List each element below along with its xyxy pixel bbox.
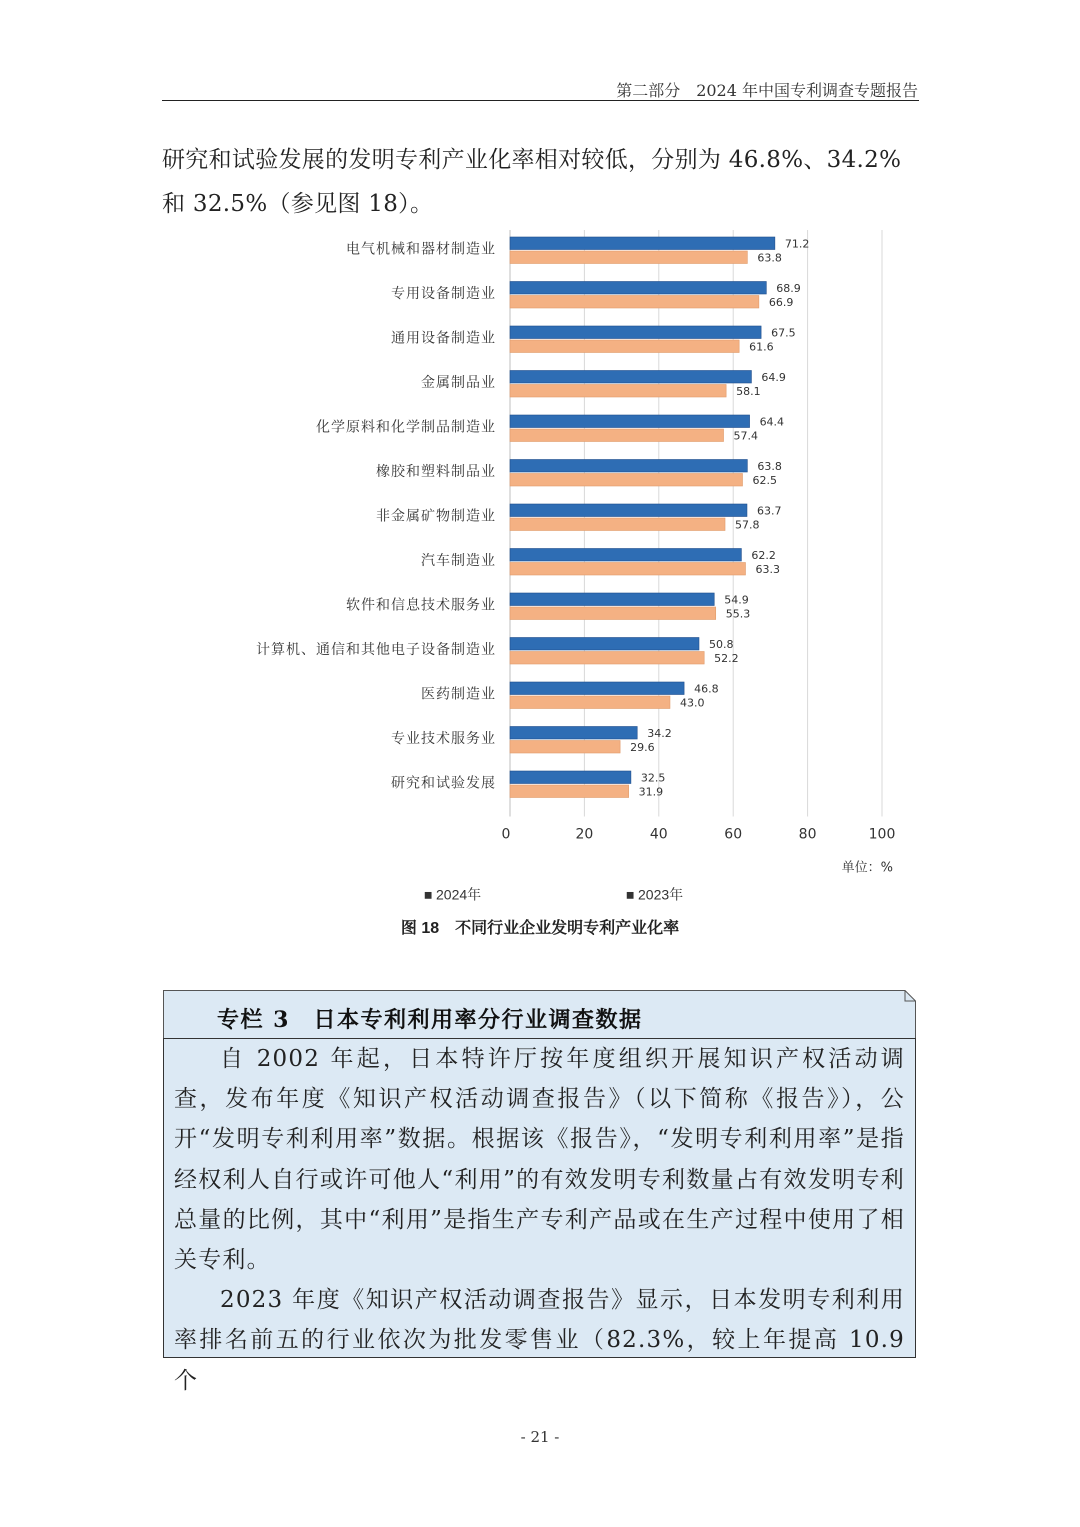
chart-data-label: 63.8 [757, 251, 782, 265]
chart-bar [510, 638, 699, 651]
chart-tick-label: 40 [649, 826, 668, 843]
chart-unit-label: 单位：% [841, 860, 893, 876]
chart-data-label: 57.4 [733, 429, 759, 443]
chart-data-label: 64.4 [759, 415, 785, 429]
chart-data-label: 64.9 [761, 371, 786, 384]
chart-bar [510, 326, 761, 339]
chart-data-label: 62.2 [751, 549, 776, 562]
intro-paragraph [162, 138, 922, 226]
intro-line-1: 研究和试验发展的发明专利产业化率相对较低，分别为 46.8%、34.2% [162, 147, 902, 173]
chart-tick-label: 20 [575, 826, 594, 843]
sidebar-box-body [163, 1038, 916, 1394]
chart-bar [510, 371, 751, 384]
chart-bar [510, 251, 747, 264]
chart-category-label: 专业技术服务业 [391, 731, 496, 747]
chart-data-label: 63.7 [756, 504, 782, 518]
sidebar-box [163, 990, 916, 1394]
chart-data-label: 34.2 [647, 727, 672, 740]
chart-bar [510, 682, 684, 695]
chart-bar [510, 593, 714, 606]
chart-category-label: 汽车制造业 [421, 553, 496, 569]
chart-data-label: 57.8 [735, 518, 760, 532]
chart-category-label: 研究和试验发展 [391, 775, 496, 792]
sidebar-paragraph-1: 自 2002 年起，日本特许厅按年度组织开展知识产权活动调查，发布年度《知识产权活动调查报告》（以下简称《报告》），公开“发明专利利用率”数据。根据该《报告》，“发明专利利用率”是指经权利人自行或许可他人“利用”的有效发明专利数量占有效发明专利总量的比例，其中“利用”是指生产专利产品或在生产过程中使用了相关专利。 [174, 1046, 905, 1274]
chart-bar [510, 727, 637, 740]
chart-bar [510, 696, 670, 709]
chart-bar [510, 296, 759, 309]
intro-line-2: 和 32.5%（参见图 18）。 [162, 191, 434, 217]
chart-bar [510, 563, 745, 576]
figure-caption: 图 18 不同行业企业发明专利产业化率 [400, 920, 680, 937]
chart-data-label: 63.8 [757, 460, 782, 473]
chart-data-label: 63.3 [755, 563, 780, 576]
chart-bar [510, 474, 743, 487]
chart-data-label: 66.9 [768, 296, 794, 309]
chart-tick-label: 80 [798, 826, 817, 843]
chart-bar [510, 652, 704, 665]
chart-bar [510, 741, 620, 754]
chart-bar [510, 282, 766, 295]
chart-category-label: 化学原料和化学制品制造业 [316, 419, 496, 436]
chart-tick-label: 60 [724, 826, 743, 843]
chart-bar [510, 785, 629, 798]
chart-legend-marker: ■ [626, 886, 635, 903]
chart-bar [510, 504, 747, 517]
chart-bar [510, 340, 739, 353]
chart-data-label: 29.6 [630, 741, 655, 754]
chart-bar [510, 385, 726, 398]
chart-data-label: 67.5 [771, 326, 796, 340]
chart-bar [510, 607, 716, 620]
chart-category-label: 金属制品业 [421, 375, 496, 391]
running-header: 第二部分 2024 年中国专利调查专题报告 [616, 81, 918, 100]
chart-data-label: 32.5 [640, 771, 666, 785]
chart-data-label: 46.8 [694, 682, 719, 696]
chart-data-label: 61.6 [749, 340, 774, 354]
chart-category-label: 计算机、通信和其他电子设备制造业 [256, 642, 496, 658]
bar-chart [0, 226, 1080, 906]
chart-data-label: 68.9 [776, 282, 801, 295]
chart-data-label: 62.5 [752, 474, 777, 487]
chart-legend-marker: ■ [424, 886, 433, 903]
chart-category-label: 软件和信息技术服务业 [346, 597, 496, 614]
sidebar-box-tab [163, 990, 916, 1038]
header-rule [162, 100, 919, 101]
chart-category-label: 医药制造业 [421, 686, 496, 703]
chart-tick-label: 0 [501, 826, 511, 843]
chart-data-label: 50.8 [708, 638, 734, 651]
chart-category-label: 非金属矿物制造业 [376, 508, 496, 525]
chart-tick-label: 100 [868, 826, 896, 843]
sidebar-box-title: 专栏 3 日本专利利用率分行业调查数据 [217, 1007, 643, 1033]
chart-category-label: 专用设备制造业 [391, 286, 496, 302]
chart-data-label: 54.9 [724, 593, 749, 607]
chart-bar [510, 460, 747, 473]
chart-data-label: 52.2 [714, 652, 739, 665]
chart-bar [510, 415, 750, 428]
chart-bar [510, 518, 725, 531]
chart-data-label: 55.3 [725, 607, 751, 621]
chart-bar [510, 771, 631, 784]
chart-legend-label: 2024年 [436, 886, 482, 903]
chart-data-label: 71.2 [784, 237, 810, 251]
chart-category-label: 通用设备制造业 [391, 330, 496, 347]
chart-category-label: 橡胶和塑料制品业 [376, 464, 496, 480]
chart-legend-label: 2023年 [638, 886, 684, 903]
chart-bar [510, 549, 741, 562]
chart-data-label: 43.0 [679, 696, 705, 710]
chart-data-label: 58.1 [736, 385, 761, 398]
chart-data-label: 31.9 [638, 785, 664, 799]
page-number: - 21 - [520, 1428, 560, 1446]
chart-bar [510, 237, 775, 250]
chart-bar [510, 429, 724, 442]
sidebar-paragraph-2: 2023 年度《知识产权活动调查报告》显示，日本发明专利利用率排名前五的行业依次为批发零售业（82.3%，较上年提高 10.9 个 [174, 1287, 905, 1394]
chart-category-label: 电气机械和器材制造业 [346, 241, 496, 258]
